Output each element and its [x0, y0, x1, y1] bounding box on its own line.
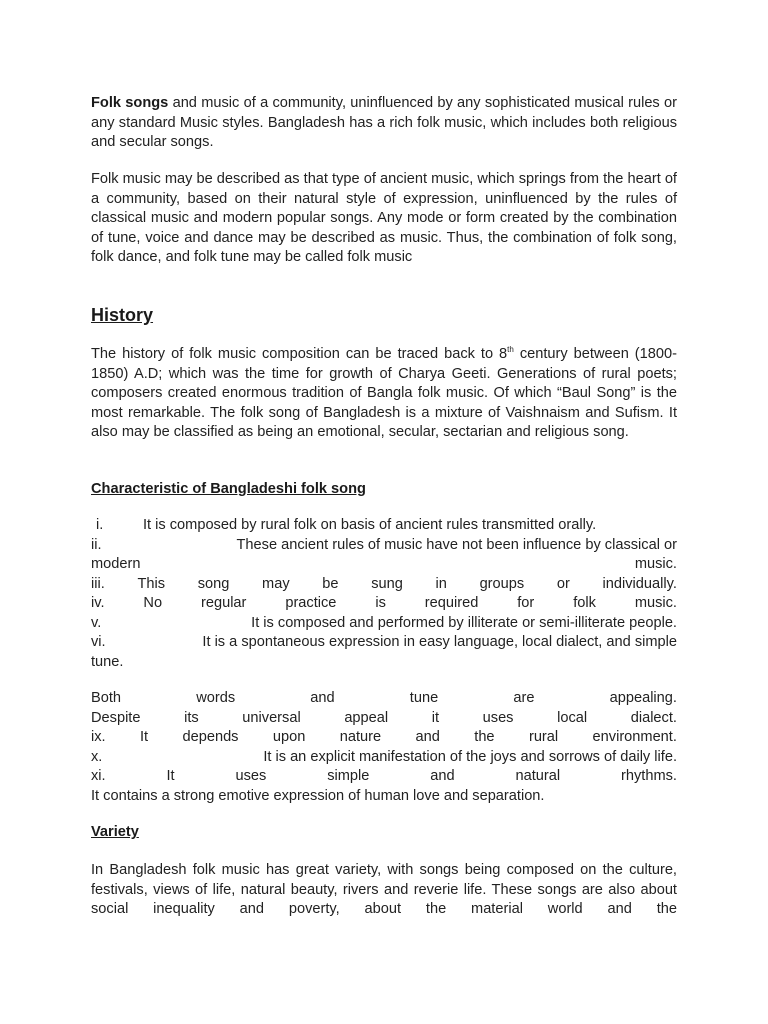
list-text: modern [91, 556, 141, 572]
variety-paragraph: In Bangladesh folk music has great variety, with songs being composed on the culture, festivals, views of life, natural beauty, rivers and reverie life. These songs are also about social inequality and poverty, about the material world and the [91, 862, 677, 917]
intro-paragraph [91, 94, 677, 153]
list-item [91, 787, 677, 807]
list-item: ix. It depends upon nature and the rural environment. [91, 728, 677, 748]
list-number: v. [91, 614, 102, 631]
list-number: iii. [91, 575, 105, 592]
list-text: It is composed and performed by illiterate or semi-illiterate people. [251, 614, 677, 631]
history-text-1: The history of folk music composition can be traced back to 8 [91, 346, 508, 362]
list-text: It is a spontaneous expression in easy language, local dialect, and simple [202, 634, 677, 650]
history-heading: History [91, 305, 154, 325]
variety-heading: Variety [91, 824, 139, 840]
list-item [91, 614, 677, 634]
intro-lead: Folk songs [91, 95, 169, 111]
list-item [91, 555, 677, 575]
list-item [91, 633, 677, 653]
list-number: x. [91, 748, 103, 765]
list-number: i. [96, 517, 104, 533]
list-item [91, 653, 677, 673]
list-number: xi. [91, 768, 106, 784]
list-item: iv. No regular practice is required for folk music. [91, 594, 677, 614]
list-item [91, 536, 677, 556]
definition-paragraph: Folk music may be described as that type of ancient music, which springs from the heart of a community, based on their natural style of expression, uninfluenced by the rules of classical music and modern popular songs. Any mode or form created by the combination of tune, voice and dance may be described as music. Thus, the combination of folk song, folk dance, and folk tune may be called folk music [91, 171, 677, 265]
list-text: tune. [91, 653, 124, 670]
list-item: xi. It uses simple and natural rhythms. [91, 767, 677, 787]
list-number: ix. [91, 729, 106, 745]
list-item: iii. This song may be sung in groups or individually. [91, 575, 677, 595]
list-item [91, 516, 677, 536]
list-text: These ancient rules of music have not been influence by classical or [236, 536, 677, 553]
list-text: music. [634, 556, 677, 572]
list-item [91, 748, 677, 768]
list-number: vi. [91, 634, 106, 650]
list-text: It contains a strong emotive expression of human love and separation. [91, 787, 545, 804]
list-text: It is composed by rural folk on basis of ancient rules transmitted orally. [143, 517, 597, 533]
list-item: Despite its universal appeal it uses local dialect. [91, 709, 677, 726]
list-item: Both words and tune are appealing. [91, 690, 677, 706]
history-text-2: century between (1800-1850) A.D; which was the time for growth of Charya Geeti. Generations of rural poets; composers created enormous tradition of Bangla folk music. Of which “Baul Song” is the most remarkable. The folk song of Bangladesh is a mixture of Vaishnaism and Sufism. It also may be classified as being an emotional, secular, sectarian and religious song. [91, 346, 677, 440]
characteristics-heading: Characteristic of Bangladeshi folk song [91, 481, 366, 497]
list-number: ii. [91, 536, 102, 553]
list-text: It is an explicit manifestation of the joys and sorrows of daily life. [263, 748, 677, 765]
list-number: iv. [91, 595, 105, 611]
history-paragraph [91, 345, 677, 443]
history-sup: th [507, 345, 514, 354]
intro-text: and music of a community, uninfluenced by any sophisticated musical rules or any standard Music styles. Bangladesh has a rich folk music, which includes both religious and secular songs. [91, 95, 678, 150]
